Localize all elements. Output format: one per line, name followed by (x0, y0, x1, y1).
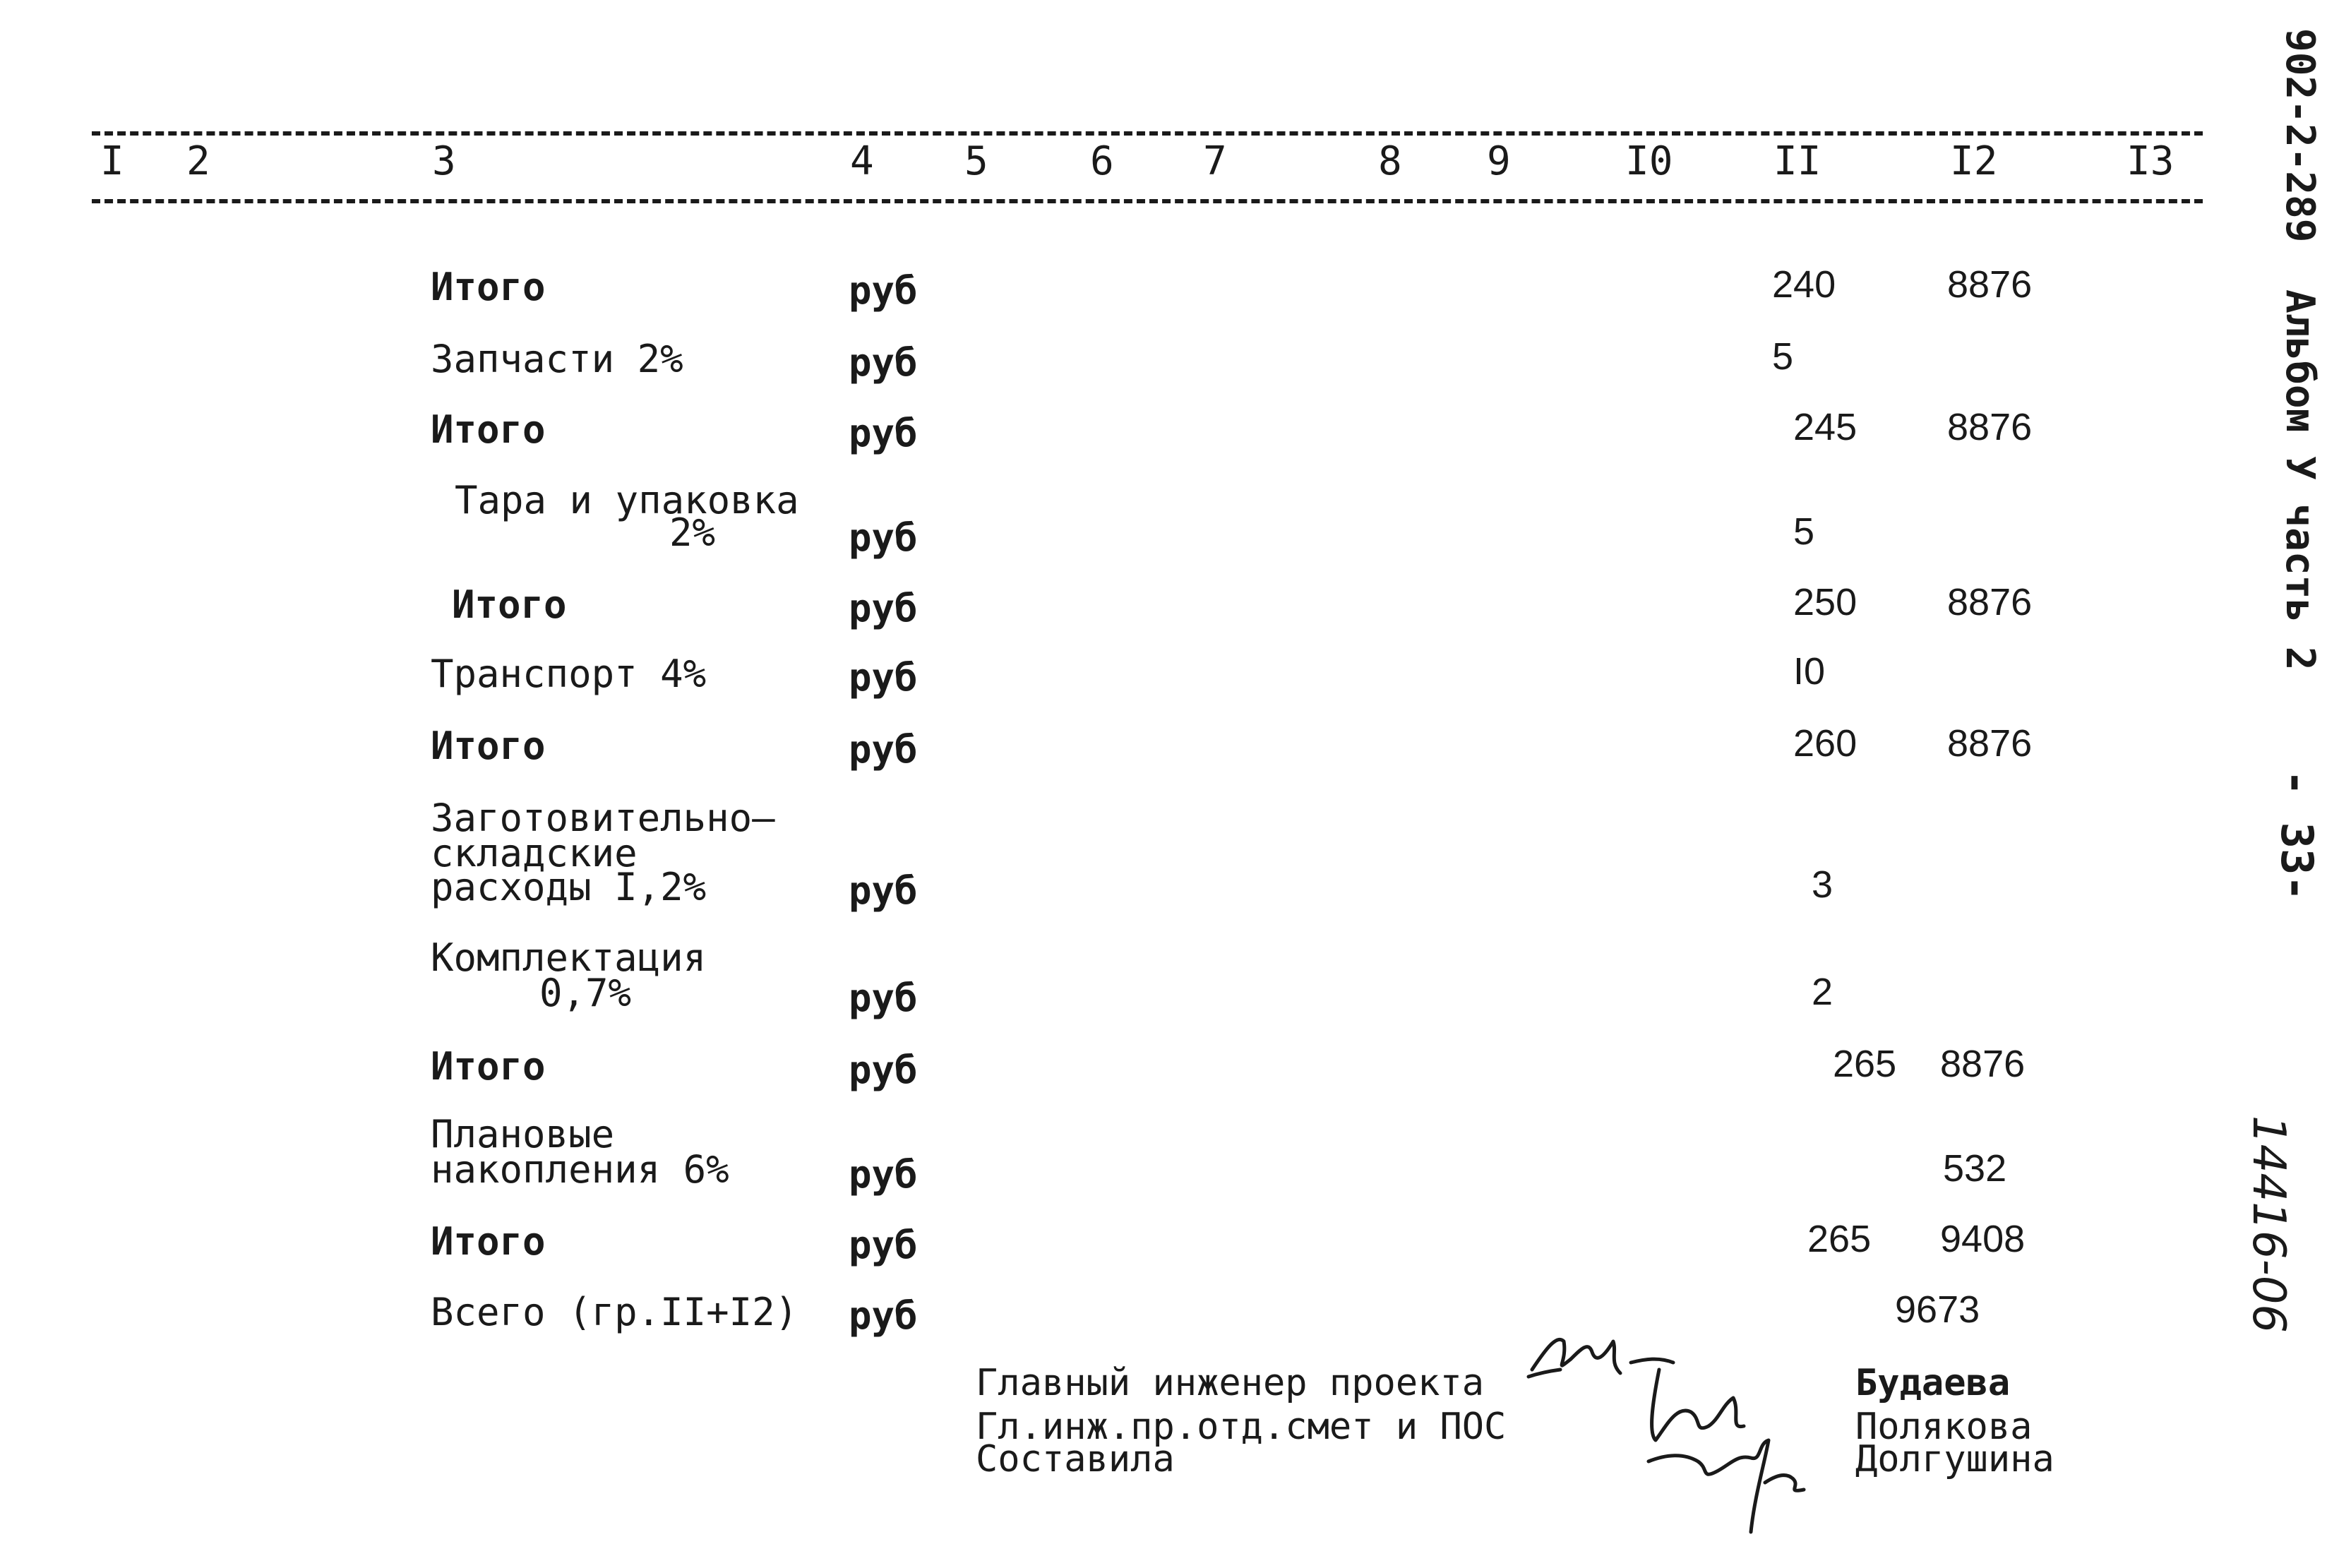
row-col11: 245 (1793, 406, 1858, 448)
row-col12: 9408 (1940, 1218, 2026, 1260)
row-col11: 3 (1812, 863, 1833, 906)
row-unit: руб (849, 655, 918, 700)
row-label-line2: 0,7% (539, 971, 632, 1015)
signer-name: Будаева (1855, 1362, 2011, 1404)
col-header-8: 8 (1378, 138, 1402, 184)
row-unit: руб (849, 1223, 918, 1267)
signer-name: Долгушина (1855, 1438, 2054, 1480)
row-unit: руб (849, 1152, 918, 1197)
col-header-4: 4 (850, 138, 874, 184)
row-unit: руб (849, 340, 918, 385)
signature-title: Гл.инж.пр.отд.смет и ПОС (976, 1406, 1507, 1448)
row-unit: руб (849, 411, 918, 455)
row-unit: руб (849, 268, 918, 313)
row-label: Итого (431, 265, 546, 309)
col-header-3: 3 (432, 138, 456, 184)
row-col12: 8876 (1947, 406, 2033, 448)
inventory-number: 14416-06 (2242, 1115, 2295, 1334)
row-unit: руб (849, 586, 918, 630)
row-label-line1: Заготовительно— (431, 796, 775, 840)
row-label: Итого (452, 582, 567, 627)
col-header-7: 7 (1203, 138, 1227, 184)
album-label: Альбом У часть 2 (2277, 289, 2323, 671)
col-header-12: I2 (1950, 138, 1998, 184)
row-label-line1: Тара и упаковка (455, 478, 799, 522)
col-header-10: I0 (1625, 138, 1673, 184)
row-col12: 8876 (1947, 263, 2033, 306)
row-col11: 5 (1793, 510, 1815, 553)
row-label-line2: накопления 6% (431, 1147, 729, 1192)
row-label: Транспорт 4% (431, 652, 707, 696)
row-col11: I0 (1793, 650, 1826, 693)
col-header-11: II (1773, 138, 1821, 184)
handwritten-signatures (1525, 1320, 1857, 1546)
col-header-9: 9 (1487, 138, 1511, 184)
row-col11: 265 (1807, 1218, 1872, 1260)
col-header-5: 5 (964, 138, 988, 184)
row-unit: руб (849, 868, 918, 913)
row-col11: 250 (1793, 581, 1858, 623)
row-unit: руб (849, 1048, 918, 1092)
row-label: Итого (431, 724, 546, 768)
row-col12: 532 (1943, 1147, 2007, 1190)
signature-title: Главный инженер проекта (976, 1362, 1485, 1404)
col-header-1: I (100, 138, 124, 184)
row-label-line1: Комплектация (431, 935, 707, 980)
row-col11: 260 (1793, 722, 1858, 765)
row-unit: руб (849, 1293, 918, 1338)
row-label-line2: 2% (669, 510, 716, 555)
row-col11: 5 (1772, 335, 1794, 378)
row-unit: руб (849, 515, 918, 560)
document-code: 902-2-289 (2277, 28, 2323, 243)
col-header-13: I3 (2126, 138, 2174, 184)
signer-name: Полякова (1855, 1406, 2033, 1448)
header-top-rule (92, 131, 2203, 136)
row-unit: руб (849, 727, 918, 772)
row-label: Итого (431, 1219, 546, 1264)
page-number: - 33- (2271, 770, 2323, 902)
row-label: Запчасти 2% (431, 337, 683, 381)
row-col11: 265 (1833, 1043, 1897, 1085)
row-label: Всего (гр.II+I2) (431, 1290, 798, 1334)
row-label-line1: Плановые (431, 1112, 615, 1156)
row-col11: 2 (1812, 971, 1833, 1013)
row-label: Итого (431, 1044, 546, 1089)
row-label-line2: складские (431, 831, 638, 875)
signature-title: Составила (976, 1438, 1175, 1480)
col-header-2: 2 (186, 138, 210, 184)
row-col12: 8876 (1947, 581, 2033, 623)
header-bottom-rule (92, 199, 2203, 203)
row-unit: руб (849, 976, 918, 1020)
row-total: 9673 (1895, 1288, 1980, 1331)
row-label: Итого (431, 407, 546, 452)
col-header-6: 6 (1090, 138, 1114, 184)
row-col12: 8876 (1940, 1043, 2026, 1085)
row-label-line3: расходы I,2% (431, 865, 707, 909)
row-col11: 240 (1772, 263, 1836, 306)
row-col12: 8876 (1947, 722, 2033, 765)
